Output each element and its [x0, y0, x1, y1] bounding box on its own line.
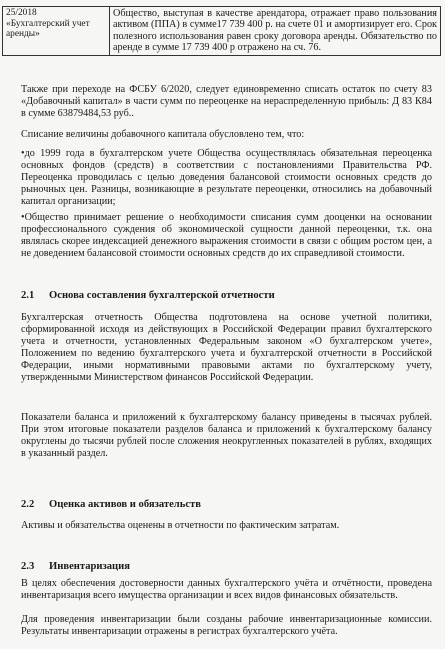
paragraph-rounding: Показатели баланса и приложений к бухгалтерскому балансу приведены в тысячах рублей. При этом итоговые показатели разделов баланса и приложений к бухгалтерскому балансу округлены до тысячи рублей после сложения неокругленных показателей в рублях, входящих в указанный раздел. — [21, 412, 432, 460]
standard-cell: 25/2018 «Бухгалтерский учет аренды» — [3, 7, 110, 56]
standards-table — [2, 6, 441, 56]
section-heading-2-1 — [21, 290, 275, 301]
section-title: Основа составления бухгалтерской отчетности — [49, 290, 275, 301]
paragraph-reporting-basis: Бухгалтерская отчетность Общества подготовлена на основе учетной политики, сформированной исходя из действующих в Российской Федерации правил бухгалтерского учета и отчетности, установленных Федеральным законом «О бухгалтерском учете», Положением по ведению бухгалтерского учета и бухгалтерской отчетности в Российской Федерации, иными нормативными правовыми актами по бухгалтерскому учету, утвержденными Министерством финансов Российской Федерации. — [21, 312, 432, 384]
section-number: 2.3 — [21, 561, 35, 572]
paragraph-inventory-commission: Для проведения инвентаризации были созданы рабочие инвентаризационные комиссии. Результаты инвентаризации отражены в регистрах бухгалтерского учёта. — [21, 614, 432, 638]
section-title: Оценка активов и обязательств — [49, 499, 201, 510]
paragraph-reason-intro: Списание величины добавочного капитала обусловлено тем, что: — [21, 129, 305, 140]
paragraph-transition: Также при переходе на ФСБУ 6/2020, следует единовременно списать остаток по счету 83 «Добавочный капитал» в части сумм по переоценке на нераспределенную прибыль: Д 83 К84 в сумме 63879484,53 руб.. — [21, 84, 432, 120]
section-number: 2.1 — [21, 290, 35, 301]
section-heading-2-2 — [21, 499, 201, 510]
paragraph-inventory: В целях обеспечения достоверности данных бухгалтерского учёта и отчётности, проведена инвентаризация всего имущества организации и всех видов финансовых обязательств. — [21, 578, 432, 602]
description-cell: Общество, выступая в качестве арендатора, отражает право пользования активом (ППА) в сумме17 739 400 р. на счете 01 и амортизирует его. Срок полезного использования равен сроку договора аренды. Обязательство по аренде в сумме 17 739 400 р отражено на сч. 76. — [110, 7, 441, 56]
paragraph-valuation: Активы и обязательства оценены в отчетности по фактическим затратам. — [21, 520, 340, 531]
section-title: Инвентаризация — [49, 561, 130, 572]
table-row — [3, 7, 441, 56]
section-number: 2.2 — [21, 499, 35, 510]
bullet-item-2: •Общество принимает решение о необходимости списания сумм дооценки на основании профессионального суждения об экономической сущности данной переоценки, т.к. она являлась скорее индексацией денежного выражения стоимости в связи с общим ростом цен, а не доведением балансовой стоимости основных средств до их справедливой стоимости. — [21, 212, 432, 260]
section-heading-2-3 — [21, 561, 130, 572]
bullet-item-1: •до 1999 года в бухгалтерском учете Общества осуществлялась обязательная переоценка основных фондов (средств) в соответствии с постановлениями Правительства РФ. Переоценка проводилась с целью доведения балансовой стоимости основных средств до рыночных цен. Разницы, возникающие в результате переоценки, относились на добавочный капитал организации; — [21, 148, 432, 208]
